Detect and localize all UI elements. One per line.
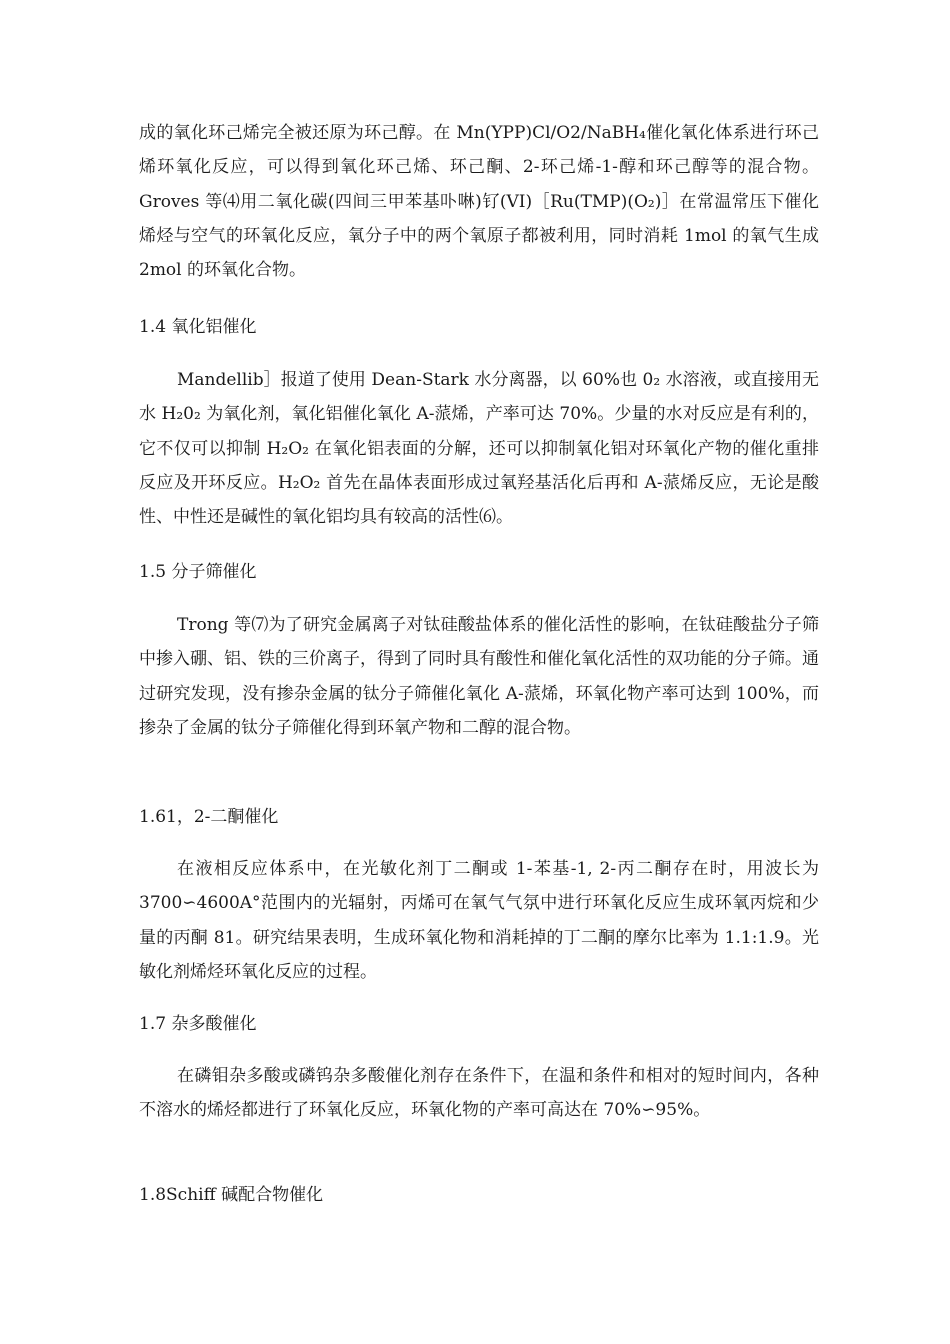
paragraph-heteropolyacid-catalysis: 在磷钼杂多酸或磷钨杂多酸催化剂存在条件下，在温和条件和相对的短时间内，各种不溶水的烯烃都进行了环氧化反应，环氧化物的产率可高达在 70%∽95%。 bbox=[139, 1066, 819, 1121]
section-heading-1-8: 1.8Schiff 碱配合物催化 bbox=[139, 1185, 324, 1205]
paragraph-diketone-catalysis: 在液相反应体系中，在光敏化剂丁二酮或 1-苯基-1, 2-丙二酮存在时，用波长为 3700∽4600A°范围内的光辐射，丙烯可在氧气气氛中进行环氧化反应生成环氧丙烷和少量的丙酮 81。研究结果表明，生成环氧化物和消耗掉的丁二酮的摩尔比率为 1.1:1.9。光敏化剂烯烃环氧化反应的过程。 bbox=[139, 859, 819, 982]
section-heading-1-4: 1.4 氧化铝催化 bbox=[139, 317, 257, 337]
section-heading-1-6: 1.61，2-二酮催化 bbox=[139, 807, 279, 827]
paragraph-mn-ypp-catalysis: 成的氧化环己烯完全被还原为环己醇。在 Mn(YPP)Cl/O2/NaBH₄催化氧化体系进行环己烯环氧化反应，可以得到氧化环己烯、环己酮、2-环己烯-1-醇和环己醇等的混合物。Groves 等⑷用二氧化碳(四间三甲苯基卟啉)钌(VI)［Ru(TMP)(O₂)］在常温常压下催化烯烃与空气的环氧化反应，氧分子中的两个氧原子都被利用，同时消耗 1mol 的氧气生成 2mol 的环氧化合物。 bbox=[139, 123, 819, 281]
paragraph-alumina-catalysis: Mandellib］报道了使用 Dean-Stark 水分离器，以 60%也 0₂ 水溶液，或直接用无水 H₂0₂ 为氧化剂，氧化铝催化氧化 A-蒎烯，产率可达 70%。少量的水对反应是有利的，它不仅可以抑制 H₂O₂ 在氧化铝表面的分解，还可以抑制氧化铝对环氧化产物的催化重排反应及开环反应。H₂O₂ 首先在晶体表面形成过氧羟基活化后再和 A-蒎烯反应，无论是酸性、中性还是碱性的氧化铝均具有较高的活性⑹。 bbox=[139, 370, 819, 528]
section-heading-1-5: 1.5 分子筛催化 bbox=[139, 562, 257, 582]
paragraph-molecular-sieve-catalysis: Trong 等⑺为了研究金属离子对钛硅酸盐体系的催化活性的影响，在钛硅酸盐分子筛中掺入硼、铝、铁的三价离子，得到了同时具有酸性和催化氧化活性的双功能的分子筛。通过研究发现，没有掺杂金属的钛分子筛催化氧化 A-蒎烯，环氧化物产率可达到 100%，而掺杂了金属的钛分子筛催化得到环氧产物和二醇的混合物。 bbox=[139, 615, 819, 738]
section-heading-1-7: 1.7 杂多酸催化 bbox=[139, 1014, 257, 1034]
